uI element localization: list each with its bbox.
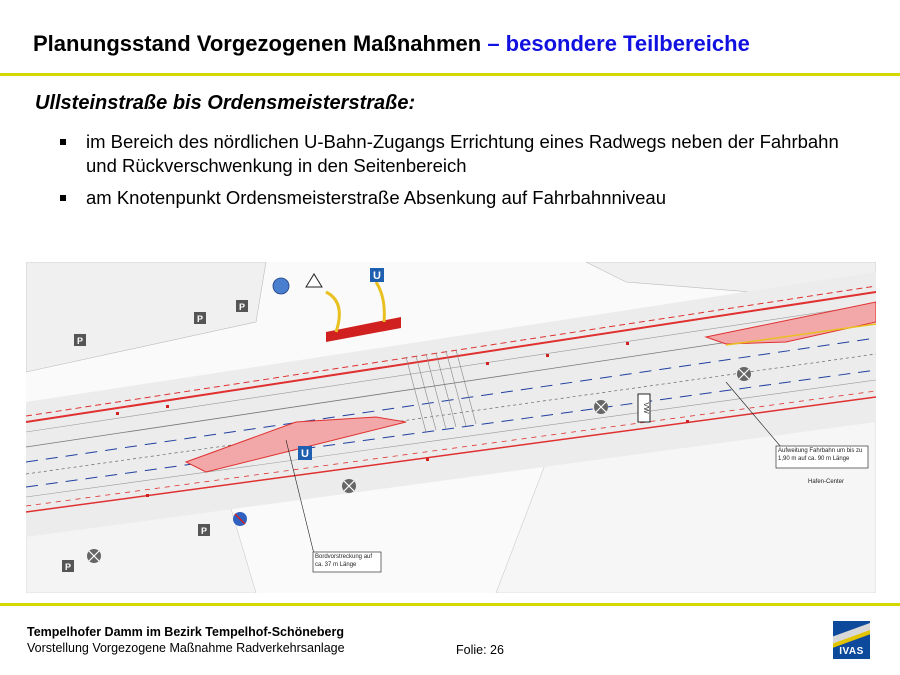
no-stopping-sign-icon	[594, 400, 608, 414]
slide-title-main: Planungsstand Vorgezogenen Maßnahmen	[33, 31, 482, 56]
widening-annotation-text: Aufweitung Fahrbahn um bis zu 1,90 m auf ca. 90 m Länge	[778, 448, 863, 462]
slide-title-accent: – besondere Teilbereiche	[487, 31, 750, 56]
parking-sign-icon	[236, 300, 248, 312]
slide-title	[33, 31, 750, 57]
svg-text:P: P	[64, 562, 72, 572]
curb-annotation	[313, 552, 381, 573]
ivas-logo-text: IVAS	[839, 646, 864, 657]
bullet-item	[60, 130, 860, 178]
svg-text:VW: VW	[642, 402, 649, 414]
hafen-center-label: Hafen-Center	[808, 479, 845, 485]
warning-triangle-icon	[306, 274, 322, 287]
parking-sign-icon	[198, 524, 210, 536]
ubahn-sign-north	[370, 268, 384, 282]
slide-number: Folie: 26	[456, 643, 504, 657]
bullet-text: im Bereich des nördlichen U-Bahn-Zugangs Errichtung eines Radwegs neben der Fahrbahn und Rückverschwenkung in den Seitenbereich	[86, 131, 839, 176]
ubahn-sign-label: U	[301, 448, 309, 460]
svg-text:P: P	[238, 302, 246, 312]
direction-sign-icon	[273, 278, 289, 294]
no-stopping-sign-icon	[737, 367, 751, 381]
bullet-square-icon	[60, 139, 66, 145]
footer-subtitle: Vorstellung Vorgezogene Maßnahme Radverkehrsanlage	[27, 641, 345, 655]
header-divider	[0, 73, 900, 76]
svg-text:P: P	[196, 314, 204, 324]
footer-organization: Tempelhofer Damm im Bezirk Tempelhof-Schöneberg	[27, 625, 344, 639]
bullet-list	[60, 130, 860, 218]
no-stopping-sign-icon	[87, 549, 101, 563]
svg-text:P: P	[200, 526, 208, 536]
street-plan-image	[26, 262, 876, 593]
ubahn-sign-south	[298, 446, 312, 460]
no-stopping-sign-icon	[342, 479, 356, 493]
bullet-item	[60, 186, 860, 210]
parking-sign-icon	[62, 560, 74, 572]
bullet-square-icon	[60, 195, 66, 201]
street-plan-drawing	[26, 262, 876, 593]
svg-text:P: P	[76, 336, 84, 346]
parking-sign-icon	[194, 312, 206, 324]
curb-annotation-text: Bordvorstreckung auf ca. 37 m Länge	[315, 554, 373, 568]
ivas-logo	[833, 621, 870, 659]
vw-text-sign	[638, 394, 650, 422]
widening-annotation	[776, 446, 868, 469]
bullet-text: am Knotenpunkt Ordensmeisterstraße Absenkung auf Fahrbahnniveau	[86, 187, 667, 208]
section-subtitle: Ullsteinstraße bis Ordensmeisterstraße:	[35, 92, 416, 114]
ubahn-sign-label: U	[373, 270, 381, 282]
no-parking-sign-icon	[233, 512, 247, 526]
footer-divider	[0, 603, 900, 606]
parking-sign-icon	[74, 334, 86, 346]
